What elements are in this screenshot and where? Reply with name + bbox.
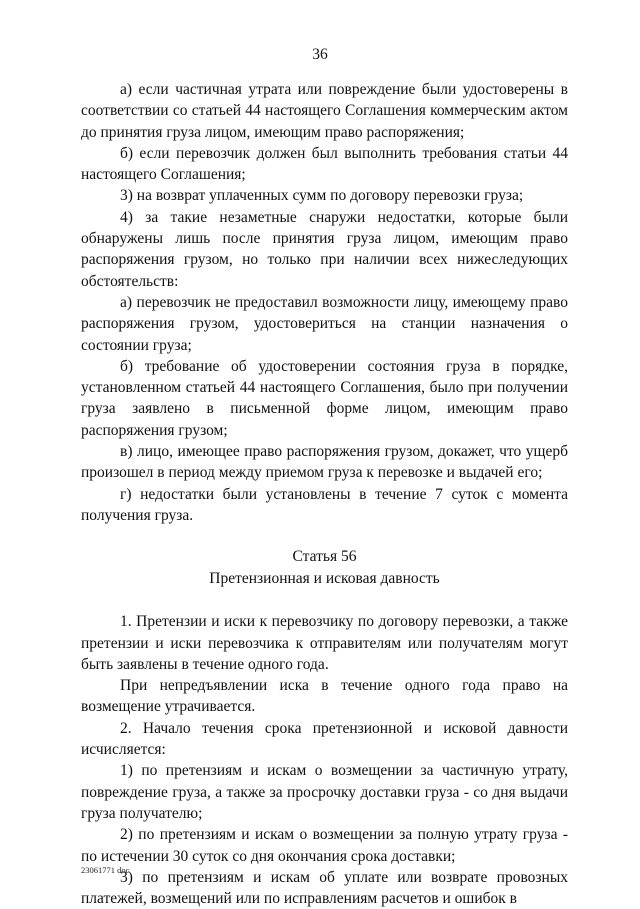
article-title: Претензионная и исковая давность xyxy=(209,570,440,588)
footer-document-code: 23061771 doc xyxy=(81,865,130,875)
paragraph-3: 3) на возврат уплаченных сумм по договору перевозки груза; xyxy=(120,187,524,205)
paragraph-4a: а) перевозчик не предоставил возможности лицу, имеющему право распоряжения грузом, удостовериться на станции назначения о состоянии груза; xyxy=(81,293,568,354)
paragraph-art56-2: 2. Начало течения срока претензионной и исковой давности исчисляется: xyxy=(81,719,568,759)
page-number: 36 xyxy=(312,46,328,63)
paragraph-4v: в) лицо, имеющее право распоряжения грузом, докажет, что ущерб произошел в период между приемом груза к перевозке и выдачей его; xyxy=(81,443,568,482)
paragraph-4b: б) требование об удостоверении состояния груза в порядке, установленном статьей 44 настоящего Соглашения, было при получении груза заявлено в письменной форме лицом, имеющим право распоряжения грузом; xyxy=(81,357,568,439)
paragraph-4g: г) недостатки были установлены в течение 7 суток с момента получения груза. xyxy=(81,485,568,524)
article-number: Статья 56 xyxy=(292,548,357,566)
paragraph-1b: б) если перевозчик должен был выполнить требования статьи 44 настоящего Соглашения; xyxy=(81,144,568,184)
paragraph-4: 4) за такие незаметные снаружи недостатки, которые были обнаружены лишь после принятия груза лицом, имеющим право распоряжения грузом, но только при наличии всех нижеследующих обстоятельств: xyxy=(81,208,568,290)
paragraph-art56-2-1: 1) по претензиям и искам о возмещении за частичную утрату, повреждение груза, а также за просрочку доставки груза - со дня выдачи груза получателю; xyxy=(81,762,568,822)
paragraph-art56-1: 1. Претензии и иски к перевозчику по договору перевозки, а также претензии и иски перевозчика к отправителям или получателям могут быть заявлены в течение одного года. xyxy=(81,613,568,673)
paragraph-art56-2-3: 3) по претензиям и искам об уплате или возврате провозных платежей, возмещений или по исправлениям расчетов и ошибок в xyxy=(81,868,568,908)
paragraph-art56-1-cont: При непредъявлении иска в течение одного года право на возмещение утрачивается. xyxy=(81,677,568,716)
paragraph-art56-2-2: 2) по претензиям и искам о возмещении за полную утрату груза - по истечении 30 суток со дня окончания срока доставки; xyxy=(81,826,568,865)
document-body xyxy=(81,79,568,909)
paragraph-1a: а) если частичная утрата или повреждение были удостоверены в соответствии со статьей 44 настоящего Соглашения коммерческим актом до принятия груза лицом, имеющим право распоряжения; xyxy=(81,81,568,141)
